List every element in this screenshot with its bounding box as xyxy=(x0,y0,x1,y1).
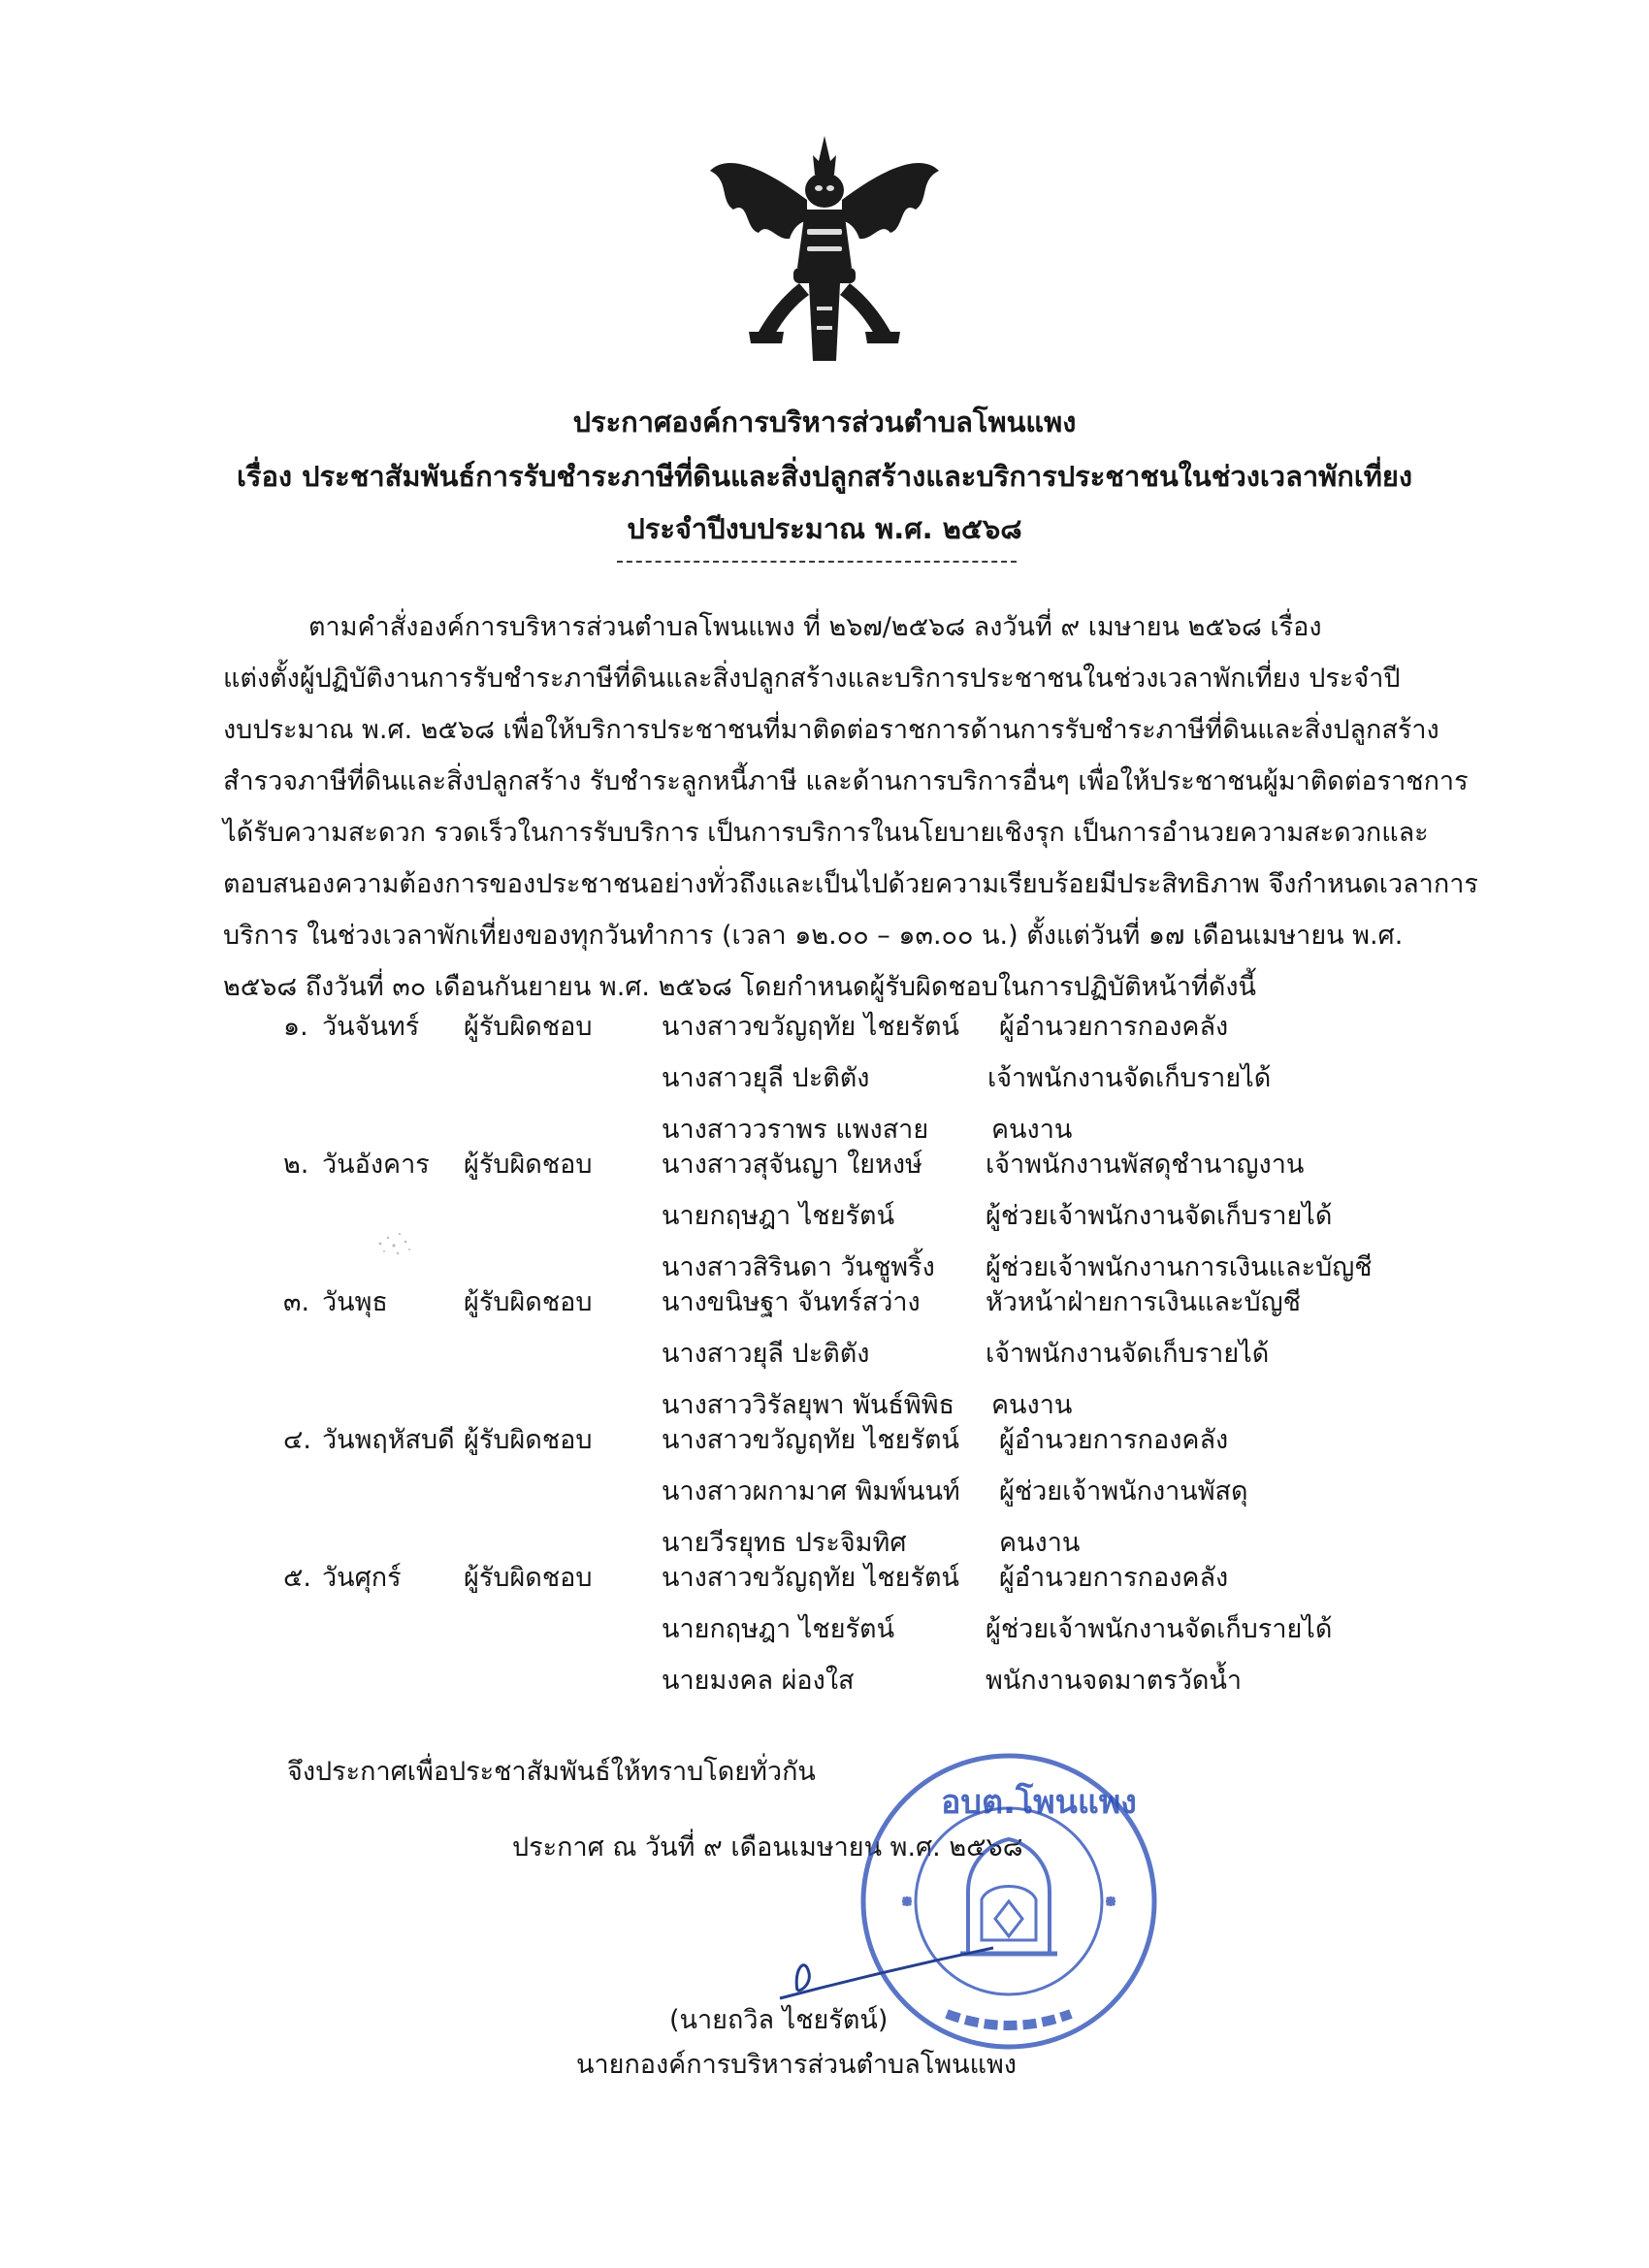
staff-position: เจ้าพนักงานพัสดุชำนาญงาน xyxy=(986,1150,1305,1180)
staff-position: ผู้อำนวยการกองคลัง xyxy=(999,1012,1229,1042)
staff-position: คนงาน xyxy=(991,1390,1073,1420)
staff-position: พนักงานจดมาตรวัดน้ำ xyxy=(986,1666,1243,1696)
schedule-role: ผู้รับผิดชอบ xyxy=(464,1425,593,1455)
announcement-date: ประกาศ ณ วันที่ ๙ เดือนเมษายน พ.ศ. ๒๕๖๘ xyxy=(512,1832,1023,1863)
handwritten-signature xyxy=(776,1930,999,2008)
staff-position: ผู้ช่วยเจ้าพนักงานจัดเก็บรายได้ xyxy=(986,1201,1333,1231)
schedule-day: วันพุธ xyxy=(322,1287,388,1317)
staff-position: ผู้ช่วยเจ้าพนักงานการเงินและบัญชี xyxy=(986,1252,1373,1282)
garuda-emblem-icon xyxy=(700,132,949,365)
schedule-role: ผู้รับผิดชอบ xyxy=(464,1012,593,1042)
document-title: ประกาศองค์การบริหารส่วนตำบลโพนแพง xyxy=(572,405,1077,438)
staff-name: นางสาวยุลี ปะติตัง xyxy=(662,1063,870,1093)
staff-position: เจ้าพนักงานจัดเก็บรายได้ xyxy=(987,1063,1272,1093)
body-line: งบประมาณ พ.ศ. ๒๕๖๘ เพื่อให้บริการประชาชนที่มาติดต่อราชการด้านการรับชำระภาษีที่ดินและสิ่งปลูกสร้าง xyxy=(223,715,1439,745)
body-line: สำรวจภาษีที่ดินและสิ่งปลูกสร้าง รับชำระลูกหนี้ภาษี และด้านการบริการอื่นๆ เพื่อให้ประชาชนผู้มาติดต่อราชการ xyxy=(223,766,1469,796)
staff-position: คนงาน xyxy=(991,1115,1073,1145)
schedule-number: ๔. xyxy=(283,1425,312,1455)
staff-name: นายกฤษฎา ไชยรัตน์ xyxy=(662,1614,895,1644)
staff-position: ผู้อำนวยการกองคลัง xyxy=(999,1425,1229,1455)
title-divider xyxy=(617,561,1017,563)
staff-name: นางสาวขวัญฤทัย ไชยรัตน์ xyxy=(662,1012,959,1042)
body-line: บริการ ในช่วงเวลาพักเที่ยงของทุกวันทำการ (เวลา ๑๒.๐๐ – ๑๓.๐๐ น.) ตั้งแต่วันที่ ๑๗ เดือนเมษายน พ.ศ. xyxy=(223,921,1404,951)
schedule-number: ๒. xyxy=(283,1150,309,1180)
schedule-day: วันพฤหัสบดี xyxy=(322,1425,455,1455)
body-line: ตอบสนองความต้องการของประชาชนอย่างทั่วถึงและเป็นไปด้วยความเรียบร้อยมีประสิทธิภาพ จึงกำหนดเวลาการ xyxy=(223,869,1478,899)
schedule-day: วันจันทร์ xyxy=(322,1012,420,1042)
staff-position: ผู้อำนวยการกองคลัง xyxy=(999,1563,1229,1593)
schedule-day: วันศุกร์ xyxy=(322,1563,402,1593)
schedule-role: ผู้รับผิดชอบ xyxy=(464,1150,593,1180)
document-subject: เรื่อง ประชาสัมพันธ์การรับชำระภาษีที่ดินและสิ่งปลูกสร้างและบริการประชาชนในช่วงเวลาพักเที่ยง xyxy=(236,460,1412,493)
schedule-role: ผู้รับผิดชอบ xyxy=(464,1563,593,1593)
body-line: แต่งตั้งผู้ปฏิบัติงานการรับชำระภาษีที่ดินและสิ่งปลูกสร้างและบริการประชาชนในช่วงเวลาพักเที่ยง ประจำปี xyxy=(223,664,1401,694)
body-line: ๒๕๖๘ ถึงวันที่ ๓๐ เดือนกันยายน พ.ศ. ๒๕๖๘ โดยกำหนดผู้รับผิดชอบในการปฏิบัติหน้าที่ดังนี้ xyxy=(223,972,1257,1002)
staff-name: นางสาววราพร แพงสาย xyxy=(662,1115,929,1145)
staff-position: ผู้ช่วยเจ้าพนักงานพัสดุ xyxy=(999,1476,1248,1507)
schedule-number: ๓. xyxy=(283,1287,310,1317)
schedule-day: วันอังคาร xyxy=(322,1150,430,1180)
signer-name: (นายถวิล ไชยรัตน์) xyxy=(669,2005,889,2035)
staff-name: นายกฤษฎา ไชยรัตน์ xyxy=(662,1201,895,1231)
staff-name: นางสาวยุลี ปะติตัง xyxy=(662,1339,870,1369)
staff-name: นางขนิษฐา จันทร์สว่าง xyxy=(662,1287,921,1317)
scan-speck-icon xyxy=(371,1224,419,1263)
stamp-text: อบต.โพนแพง xyxy=(941,1783,1137,1822)
staff-position: หัวหน้าฝ่ายการเงินและบัญชี xyxy=(986,1287,1301,1317)
staff-position: ผู้ช่วยเจ้าพนักงานจัดเก็บรายได้ xyxy=(986,1614,1333,1644)
body-line: ได้รับความสะดวก รวดเร็วในการรับบริการ เป็นการบริการในนโยบายเชิงรุก เป็นการอำนวยความสะดวกและ xyxy=(223,818,1429,848)
staff-name: นางสาวผกามาศ พิมพ์นนท์ xyxy=(662,1476,960,1507)
closing-announcement: จึงประกาศเพื่อประชาสัมพันธ์ให้ทราบโดยทั่วกัน xyxy=(287,1757,816,1787)
staff-name: นางสาวสุจันญา ใยหงษ์ xyxy=(662,1150,922,1180)
body-line: ตามคำสั่งองค์การบริหารส่วนตำบลโพนแพง ที่ ๒๖๗/๒๕๖๘ ลงวันที่ ๙ เมษายน ๒๕๖๘ เรื่อง xyxy=(308,612,1322,642)
staff-name: นางสาววิรัลยุพา พันธ์พิพิธ xyxy=(662,1390,954,1420)
document-fiscal-year: ประจำปีงบประมาณ พ.ศ. ๒๕๖๘ xyxy=(627,512,1022,545)
staff-name: นางสาวขวัญฤทัย ไชยรัตน์ xyxy=(662,1425,959,1455)
staff-name: นายวีรยุทธ ประจิมทิศ xyxy=(662,1528,907,1558)
staff-name: นางสาวขวัญฤทัย ไชยรัตน์ xyxy=(662,1563,959,1593)
staff-position: คนงาน xyxy=(999,1528,1081,1558)
schedule-role: ผู้รับผิดชอบ xyxy=(464,1287,593,1317)
staff-name: นายมงคล ผ่องใส xyxy=(662,1666,855,1696)
schedule-number: ๑. xyxy=(283,1012,308,1042)
staff-name: นางสาวสิรินดา วันชูพริ้ง xyxy=(662,1252,935,1282)
staff-position: เจ้าพนักงานจัดเก็บรายได้ xyxy=(986,1339,1270,1369)
signer-title: นายกองค์การบริหารส่วนตำบลโพนแพง xyxy=(576,2050,1017,2080)
schedule-number: ๕. xyxy=(283,1563,312,1593)
